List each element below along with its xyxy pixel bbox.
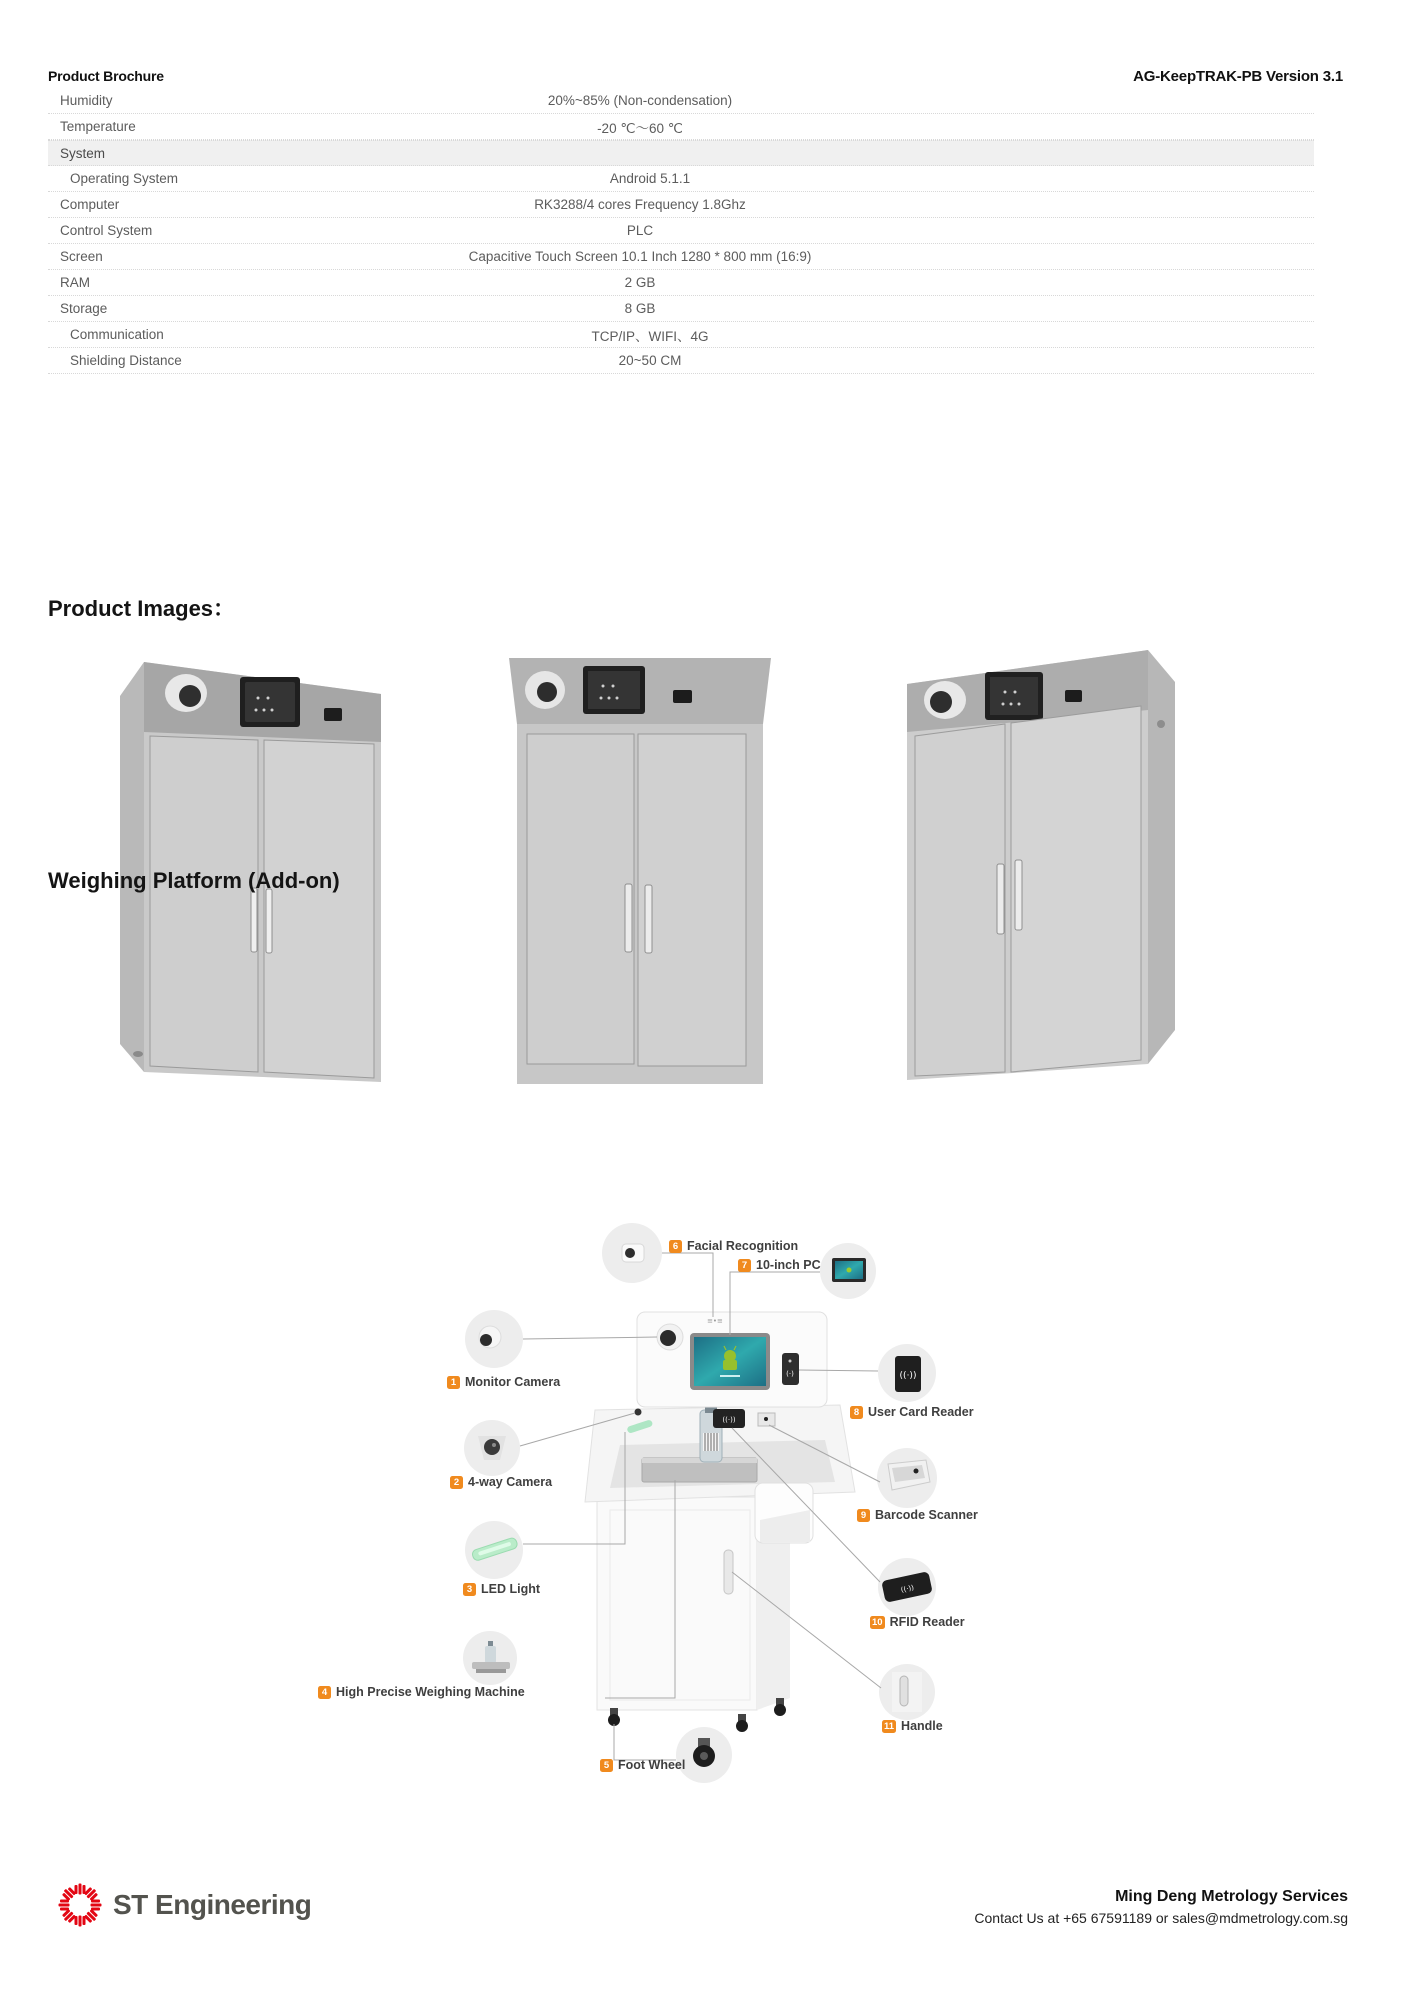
spec-row [48, 88, 1314, 114]
callout-label: Handle [901, 1719, 943, 1733]
st-engineering-starburst-icon [57, 1882, 103, 1928]
facial-recognition-camera-icon [622, 1244, 644, 1262]
doc-version: AG-KeepTRAK-PB Version 3.1 [1133, 68, 1343, 85]
spec-value: PLC [626, 223, 654, 238]
spec-label: System [60, 145, 106, 161]
spec-value: -20 ℃～60 ℃ [597, 120, 683, 136]
weighing-platform-artwork [280, 1220, 1110, 1820]
spec-row [48, 244, 1314, 270]
card-reader-icon [1065, 690, 1082, 702]
user-card-reader-icon [895, 1356, 921, 1392]
spec-value: 2 GB [624, 275, 656, 290]
callout-number-badge: 11 [884, 1720, 895, 1732]
callout-barcode-scanner [857, 1508, 978, 1522]
callout-number-badge: 1 [447, 1376, 460, 1389]
weighing-platform-heading: Weighing Platform (Add-on) [48, 868, 340, 893]
spec-row [48, 192, 1314, 218]
callout-label: LED Light [481, 1582, 541, 1596]
callout-number-badge: 7 [738, 1259, 751, 1272]
st-engineering-logo [57, 1882, 311, 1928]
callout-label: 4-way Camera [468, 1475, 553, 1489]
callout-number-badge: 3 [463, 1583, 476, 1596]
cabinet-photo-front [505, 642, 775, 1094]
footer-contact-block [974, 1888, 1348, 1926]
spec-row [48, 166, 1314, 192]
doc-header [48, 68, 1343, 85]
spec-label: RAM [60, 275, 90, 290]
spec-section-row [48, 140, 1314, 166]
spec-value: 8 GB [624, 301, 656, 316]
callout-foot-wheel [600, 1758, 685, 1772]
doc-title: Product Brochure [48, 68, 164, 84]
spec-row [48, 322, 1314, 348]
spec-label: Screen [60, 249, 103, 264]
svg-text:((·)): ((·)) [722, 1416, 736, 1424]
callout-number-badge: 9 [857, 1509, 870, 1522]
spec-label: Humidity [60, 93, 113, 108]
callout-label: Barcode Scanner [875, 1508, 978, 1522]
svg-text:((·)): ((·)) [900, 1583, 915, 1595]
callout-facial-recognition [669, 1239, 798, 1253]
spec-value: RK3288/4 cores Frequency 1.8Ghz [534, 197, 746, 212]
cabinet-photo-angled-right [893, 628, 1185, 1090]
spec-label: Temperature [60, 119, 136, 134]
product-images-heading: Product Images： [48, 596, 236, 621]
card-reader-icon [673, 690, 692, 703]
spec-label: Storage [60, 301, 108, 316]
footer-contact-line: Contact Us at +65 67591189 or sales@mdmetrology.com.sg [974, 1910, 1348, 1926]
weighing-platform-diagram [280, 1220, 1110, 1820]
svg-text:(·): (·) [786, 1370, 794, 1378]
callout-label: Monitor Camera [465, 1375, 561, 1389]
spec-table [48, 88, 1314, 374]
callout-label: High Precise Weighing Machine [336, 1685, 525, 1699]
spec-row [48, 270, 1314, 296]
spec-label: Shielding Distance [70, 353, 182, 368]
spec-value: TCP/IP、WIFI、4G [591, 328, 709, 344]
card-reader-icon [324, 708, 342, 721]
spec-value: 20%~85% (Non-condensation) [547, 93, 733, 108]
callout-number-badge: 8 [850, 1406, 863, 1419]
handle-icon [892, 1672, 922, 1712]
spec-label: Control System [60, 223, 153, 238]
callout-user-card-reader [850, 1405, 974, 1419]
callout-label: User Card Reader [868, 1405, 974, 1419]
spec-label: Computer [60, 197, 120, 212]
callout-4-way-camera [450, 1475, 552, 1489]
st-engineering-wordmark: ST Engineering [113, 1889, 312, 1920]
callout-handle [882, 1719, 943, 1733]
callout-label: Facial Recognition [687, 1239, 799, 1253]
callout-rfid-reader [870, 1615, 965, 1629]
spec-row [48, 114, 1314, 140]
spec-row [48, 296, 1314, 322]
callout-label: 10-inch PC [756, 1258, 821, 1272]
callout-led-light [463, 1582, 540, 1596]
callout-number-badge: 6 [669, 1240, 682, 1253]
spec-row [48, 218, 1314, 244]
callout-number-badge: 2 [450, 1476, 463, 1489]
spec-value: Android 5.1.1 [609, 171, 691, 186]
spec-row [48, 348, 1314, 374]
callout-number-badge: 5 [600, 1759, 613, 1772]
spec-value: 20~50 CM [618, 353, 682, 368]
monitor-camera-dome-icon [479, 1326, 501, 1348]
svg-text:≡•≡: ≡•≡ [707, 1317, 723, 1325]
callout-number-badge: 4 [318, 1686, 331, 1699]
spec-value: Capacitive Touch Screen 10.1 Inch 1280 * 800 mm (16:9) [468, 249, 812, 264]
callout-weighing-machine [318, 1685, 525, 1699]
callout-label: Foot Wheel [618, 1758, 686, 1772]
ten-inch-pc-icon [832, 1258, 866, 1282]
spec-label: Operating System [70, 171, 179, 186]
svg-text:((·)): ((·)) [899, 1371, 917, 1381]
callout-monitor-camera [447, 1375, 560, 1389]
callout-number-badge: 10 [872, 1616, 883, 1628]
callout-10-inch-pc [738, 1258, 821, 1272]
spec-label: Communication [70, 327, 164, 342]
callout-label: RFID Reader [889, 1615, 965, 1629]
footer-company-name: Ming Deng Metrology Services [1115, 1888, 1348, 1905]
